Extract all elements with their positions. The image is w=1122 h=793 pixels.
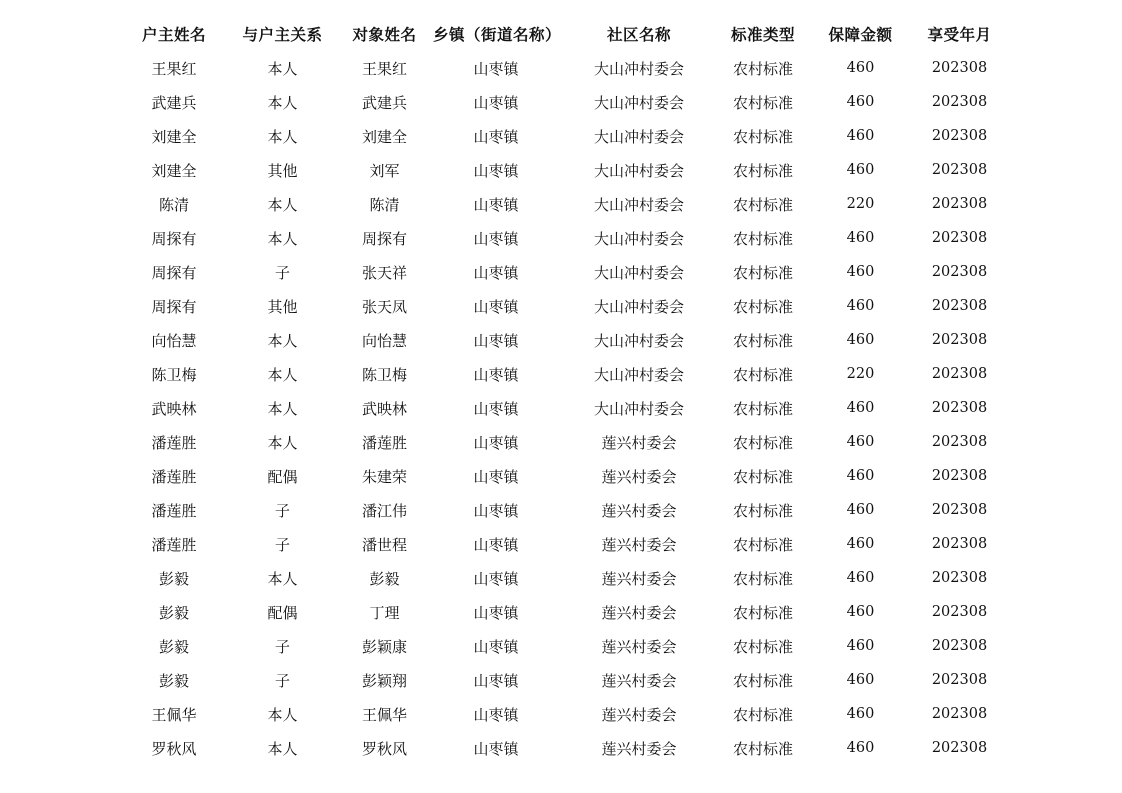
- township-cell: 山枣镇: [473, 671, 519, 690]
- table-row: [119, 255, 1005, 289]
- standard-type-cell: 农村标准: [732, 501, 793, 520]
- period-cell: 202308: [931, 604, 988, 620]
- table-row: [119, 289, 1005, 323]
- standard-type-cell: 农村标准: [732, 705, 793, 724]
- standard-type-cell: 农村标准: [732, 59, 793, 78]
- relationship-cell: 本人: [267, 331, 298, 350]
- community-cell: 大山冲村委会: [593, 93, 684, 112]
- township-cell: 山枣镇: [473, 535, 519, 554]
- period-cell: 202308: [931, 94, 988, 110]
- amount-cell: 460: [846, 434, 875, 450]
- community-cell: 大山冲村委会: [593, 297, 684, 316]
- period-cell: 202308: [931, 672, 988, 688]
- relationship-cell: 子: [274, 671, 290, 690]
- recipient-name-cell: 张天祥: [361, 263, 407, 282]
- period-cell: 202308: [931, 400, 988, 416]
- recipient-name-cell: 武建兵: [361, 93, 407, 112]
- township-cell: 山枣镇: [473, 399, 519, 418]
- header-community: 社区名称: [606, 25, 671, 44]
- amount-cell: 460: [846, 60, 875, 76]
- amount-cell: 460: [846, 570, 875, 586]
- householder-name-cell: 彭毅: [158, 603, 189, 622]
- amount-cell: 460: [846, 638, 875, 654]
- township-cell: 山枣镇: [473, 93, 519, 112]
- township-cell: 山枣镇: [473, 467, 519, 486]
- community-cell: 大山冲村委会: [593, 161, 684, 180]
- table-row: [119, 221, 1005, 255]
- standard-type-cell: 农村标准: [732, 467, 793, 486]
- standard-type-cell: 农村标准: [732, 127, 793, 146]
- header-township: 乡镇（街道名称）: [433, 25, 562, 44]
- township-cell: 山枣镇: [473, 365, 519, 384]
- relationship-cell: 本人: [267, 93, 298, 112]
- header-recipient-name: 对象姓名: [352, 25, 417, 44]
- subsidy-table: [119, 17, 1005, 765]
- recipient-name-cell: 刘建全: [361, 127, 407, 146]
- standard-type-cell: 农村标准: [732, 433, 793, 452]
- table-row: [119, 697, 1005, 731]
- relationship-cell: 其他: [267, 297, 298, 316]
- amount-cell: 460: [846, 536, 875, 552]
- period-cell: 202308: [931, 434, 988, 450]
- householder-name-cell: 潘莲胜: [151, 501, 197, 520]
- householder-name-cell: 王佩华: [151, 705, 197, 724]
- community-cell: 莲兴村委会: [601, 535, 677, 554]
- relationship-cell: 本人: [267, 433, 298, 452]
- recipient-name-cell: 彭颖康: [361, 637, 407, 656]
- householder-name-cell: 潘莲胜: [151, 433, 197, 452]
- householder-name-cell: 潘莲胜: [151, 467, 197, 486]
- period-cell: 202308: [931, 230, 988, 246]
- recipient-name-cell: 丁理: [369, 603, 400, 622]
- recipient-name-cell: 陈清: [369, 195, 400, 214]
- householder-name-cell: 彭毅: [158, 569, 189, 588]
- community-cell: 莲兴村委会: [601, 467, 677, 486]
- householder-name-cell: 陈清: [158, 195, 189, 214]
- amount-cell: 460: [846, 230, 875, 246]
- recipient-name-cell: 朱建荣: [361, 467, 407, 486]
- standard-type-cell: 农村标准: [732, 229, 793, 248]
- table-row: [119, 561, 1005, 595]
- table-row: [119, 459, 1005, 493]
- table-row: [119, 119, 1005, 153]
- amount-cell: 220: [846, 196, 875, 212]
- township-cell: 山枣镇: [473, 331, 519, 350]
- relationship-cell: 本人: [267, 59, 298, 78]
- standard-type-cell: 农村标准: [732, 535, 793, 554]
- township-cell: 山枣镇: [473, 263, 519, 282]
- table-row: [119, 51, 1005, 85]
- amount-cell: 460: [846, 706, 875, 722]
- community-cell: 莲兴村委会: [601, 501, 677, 520]
- community-cell: 莲兴村委会: [601, 603, 677, 622]
- amount-cell: 460: [846, 672, 875, 688]
- community-cell: 莲兴村委会: [601, 569, 677, 588]
- standard-type-cell: 农村标准: [732, 671, 793, 690]
- period-cell: 202308: [931, 468, 988, 484]
- relationship-cell: 本人: [267, 569, 298, 588]
- header-relationship: 与户主关系: [242, 25, 323, 44]
- standard-type-cell: 农村标准: [732, 399, 793, 418]
- community-cell: 莲兴村委会: [601, 739, 677, 758]
- householder-name-cell: 彭毅: [158, 637, 189, 656]
- standard-type-cell: 农村标准: [732, 739, 793, 758]
- period-cell: 202308: [931, 366, 988, 382]
- township-cell: 山枣镇: [473, 127, 519, 146]
- period-cell: 202308: [931, 570, 988, 586]
- community-cell: 大山冲村委会: [593, 399, 684, 418]
- header-amount: 保障金额: [828, 25, 893, 44]
- standard-type-cell: 农村标准: [732, 93, 793, 112]
- header-period: 享受年月: [927, 25, 992, 44]
- table-row: [119, 663, 1005, 697]
- document-page: [119, 17, 1005, 765]
- recipient-name-cell: 彭颖翔: [361, 671, 407, 690]
- recipient-name-cell: 周探有: [361, 229, 407, 248]
- amount-cell: 460: [846, 400, 875, 416]
- community-cell: 大山冲村委会: [593, 365, 684, 384]
- period-cell: 202308: [931, 706, 988, 722]
- standard-type-cell: 农村标准: [732, 263, 793, 282]
- table-row: [119, 323, 1005, 357]
- relationship-cell: 本人: [267, 127, 298, 146]
- township-cell: 山枣镇: [473, 195, 519, 214]
- township-cell: 山枣镇: [473, 739, 519, 758]
- relationship-cell: 本人: [267, 399, 298, 418]
- township-cell: 山枣镇: [473, 59, 519, 78]
- township-cell: 山枣镇: [473, 229, 519, 248]
- relationship-cell: 本人: [267, 739, 298, 758]
- householder-name-cell: 罗秋风: [151, 739, 197, 758]
- amount-cell: 460: [846, 94, 875, 110]
- relationship-cell: 本人: [267, 229, 298, 248]
- community-cell: 大山冲村委会: [593, 59, 684, 78]
- community-cell: 莲兴村委会: [601, 671, 677, 690]
- relationship-cell: 子: [274, 637, 290, 656]
- recipient-name-cell: 向怡慧: [361, 331, 407, 350]
- table-body: [119, 51, 1005, 765]
- householder-name-cell: 陈卫梅: [151, 365, 197, 384]
- amount-cell: 460: [846, 298, 875, 314]
- householder-name-cell: 周探有: [151, 297, 197, 316]
- amount-cell: 460: [846, 502, 875, 518]
- table-row: [119, 731, 1005, 765]
- period-cell: 202308: [931, 332, 988, 348]
- table-row: [119, 391, 1005, 425]
- township-cell: 山枣镇: [473, 637, 519, 656]
- standard-type-cell: 农村标准: [732, 365, 793, 384]
- township-cell: 山枣镇: [473, 161, 519, 180]
- header-standard-type: 标准类型: [730, 25, 795, 44]
- community-cell: 大山冲村委会: [593, 331, 684, 350]
- recipient-name-cell: 刘军: [369, 161, 400, 180]
- header-row: [119, 17, 1005, 51]
- householder-name-cell: 刘建全: [151, 161, 197, 180]
- community-cell: 莲兴村委会: [601, 637, 677, 656]
- community-cell: 大山冲村委会: [593, 195, 684, 214]
- recipient-name-cell: 潘莲胜: [361, 433, 407, 452]
- table-header: [119, 17, 1005, 51]
- table-row: [119, 595, 1005, 629]
- amount-cell: 460: [846, 604, 875, 620]
- amount-cell: 460: [846, 332, 875, 348]
- table-row: [119, 357, 1005, 391]
- amount-cell: 460: [846, 162, 875, 178]
- standard-type-cell: 农村标准: [732, 161, 793, 180]
- relationship-cell: 本人: [267, 705, 298, 724]
- amount-cell: 460: [846, 264, 875, 280]
- householder-name-cell: 武建兵: [151, 93, 197, 112]
- community-cell: 莲兴村委会: [601, 705, 677, 724]
- standard-type-cell: 农村标准: [732, 331, 793, 350]
- amount-cell: 460: [846, 468, 875, 484]
- period-cell: 202308: [931, 298, 988, 314]
- township-cell: 山枣镇: [473, 297, 519, 316]
- community-cell: 莲兴村委会: [601, 433, 677, 452]
- period-cell: 202308: [931, 638, 988, 654]
- relationship-cell: 配偶: [267, 603, 298, 622]
- relationship-cell: 其他: [267, 161, 298, 180]
- recipient-name-cell: 陈卫梅: [361, 365, 407, 384]
- relationship-cell: 配偶: [267, 467, 298, 486]
- period-cell: 202308: [931, 162, 988, 178]
- period-cell: 202308: [931, 740, 988, 756]
- period-cell: 202308: [931, 502, 988, 518]
- householder-name-cell: 彭毅: [158, 671, 189, 690]
- period-cell: 202308: [931, 128, 988, 144]
- header-householder-name: 户主姓名: [141, 25, 206, 44]
- standard-type-cell: 农村标准: [732, 569, 793, 588]
- recipient-name-cell: 张天凤: [361, 297, 407, 316]
- recipient-name-cell: 武映林: [361, 399, 407, 418]
- table-row: [119, 187, 1005, 221]
- recipient-name-cell: 潘江伟: [361, 501, 407, 520]
- recipient-name-cell: 王佩华: [361, 705, 407, 724]
- standard-type-cell: 农村标准: [732, 603, 793, 622]
- householder-name-cell: 刘建全: [151, 127, 197, 146]
- period-cell: 202308: [931, 60, 988, 76]
- township-cell: 山枣镇: [473, 603, 519, 622]
- recipient-name-cell: 王果红: [361, 59, 407, 78]
- amount-cell: 460: [846, 740, 875, 756]
- relationship-cell: 子: [274, 263, 290, 282]
- table-row: [119, 425, 1005, 459]
- amount-cell: 460: [846, 128, 875, 144]
- householder-name-cell: 周探有: [151, 263, 197, 282]
- standard-type-cell: 农村标准: [732, 195, 793, 214]
- table-row: [119, 629, 1005, 663]
- recipient-name-cell: 罗秋风: [361, 739, 407, 758]
- community-cell: 大山冲村委会: [593, 127, 684, 146]
- relationship-cell: 本人: [267, 195, 298, 214]
- householder-name-cell: 武映林: [151, 399, 197, 418]
- householder-name-cell: 周探有: [151, 229, 197, 248]
- table-row: [119, 527, 1005, 561]
- householder-name-cell: 向怡慧: [151, 331, 197, 350]
- township-cell: 山枣镇: [473, 433, 519, 452]
- township-cell: 山枣镇: [473, 705, 519, 724]
- community-cell: 大山冲村委会: [593, 263, 684, 282]
- amount-cell: 220: [846, 366, 875, 382]
- table-row: [119, 85, 1005, 119]
- township-cell: 山枣镇: [473, 569, 519, 588]
- recipient-name-cell: 彭毅: [369, 569, 400, 588]
- relationship-cell: 子: [274, 535, 290, 554]
- recipient-name-cell: 潘世程: [361, 535, 407, 554]
- standard-type-cell: 农村标准: [732, 297, 793, 316]
- table-row: [119, 153, 1005, 187]
- householder-name-cell: 王果红: [151, 59, 197, 78]
- period-cell: 202308: [931, 536, 988, 552]
- township-cell: 山枣镇: [473, 501, 519, 520]
- standard-type-cell: 农村标准: [732, 637, 793, 656]
- period-cell: 202308: [931, 264, 988, 280]
- community-cell: 大山冲村委会: [593, 229, 684, 248]
- relationship-cell: 本人: [267, 365, 298, 384]
- period-cell: 202308: [931, 196, 988, 212]
- householder-name-cell: 潘莲胜: [151, 535, 197, 554]
- table-row: [119, 493, 1005, 527]
- relationship-cell: 子: [274, 501, 290, 520]
